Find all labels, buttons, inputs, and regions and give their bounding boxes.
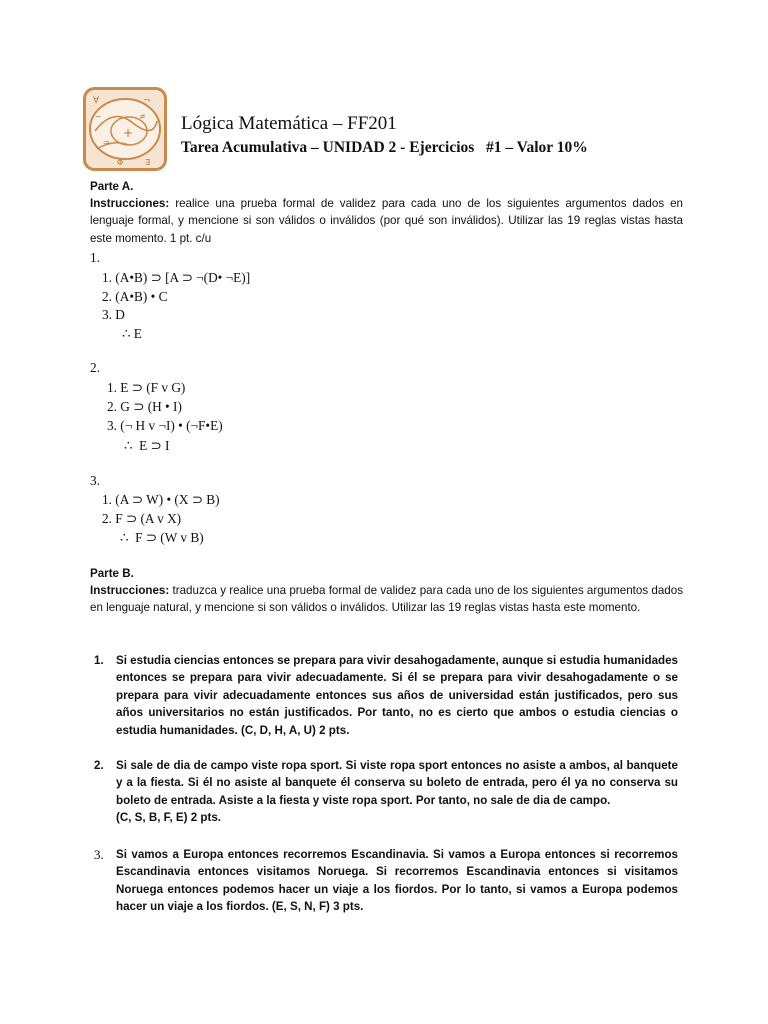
part-a-heading: Parte A. [90, 180, 134, 193]
part-b-instructions-label: Instrucciones: [90, 584, 170, 597]
part-a-instructions [90, 195, 683, 247]
premise: 1. (A ⊃ W) • (X ⊃ B) [102, 492, 220, 507]
part-b-instructions-text: traduzca y realice una prueba formal de validez para cada uno de los siguientes argumentos dados en lenguaje natural, y mencione si son válidos o inválidos. Utilizar las 19 reglas vistas hasta este momento. [90, 584, 683, 615]
part-b-heading: Parte B. [90, 567, 134, 580]
exercise-number: 1. [90, 250, 100, 265]
svg-text:∃: ∃ [145, 158, 151, 167]
part-a-instructions-text: realice una prueba formal de validez para cada uno de los siguientes argumentos dados en lenguaje formal, y mencione si son válidos o inválidos (por qué son inválidos). Utilizar las 19 reglas vistas hasta este momento. 1 pt. c/u [90, 197, 683, 245]
course-logo [83, 87, 167, 171]
document-title: Lógica Matemática – FF201 [181, 113, 397, 134]
svg-text:⇒: ⇒ [103, 138, 110, 147]
premise: 3. D [102, 307, 125, 322]
conclusion: ∴ E [122, 326, 142, 341]
problem-number: 1. [94, 654, 104, 667]
premise: 1. (A•B) ⊃ [A ⊃ ¬(D• ¬E)] [102, 270, 251, 285]
svg-text:+: + [123, 126, 134, 140]
exercise-number: 3. [90, 473, 100, 488]
premise: 2. G ⊃ (H • I) [107, 399, 182, 414]
premise: 1. E ⊃ (F v G) [107, 380, 186, 395]
problem-variables: (C, S, B, F, E) 2 pts. [116, 811, 221, 824]
problem-number: 3. [94, 847, 104, 862]
premise: 3. (¬ H v ¬I) • (¬F•E) [107, 418, 223, 433]
exercise-number: 2. [90, 360, 100, 375]
conclusion: ∴ E ⊃ I [124, 438, 170, 453]
premise: 2. F ⊃ (A v X) [102, 511, 182, 526]
problem-text: Si estudia ciencias entonces se prepara para vivir desahogadamente, aunque si estudia humanidades entonces se prepara para vivir adecuadamente. Si él se prepara para vivir desahogadamente o se prepara para vivir adecuadamente entonces sus años de universidad están justificados, pero sus años universitarios no están justificados. Por tanto, no es cierto que ambos o estudia ciencias o estudia humanidades. (C, D, H, A, U) 2 pts. [116, 654, 678, 737]
document-subtitle: Tarea Acumulativa – UNIDAD 2 - Ejercicios #1 – Valor 10% [181, 139, 588, 156]
part-b-instructions [90, 582, 683, 617]
part-a-instructions-label: Instrucciones: [90, 197, 170, 210]
svg-text:¬: ¬ [143, 96, 151, 106]
problem-text: Si sale de dia de campo viste ropa sport. Si viste ropa sport entonces no asiste a ambos, al banquete y a la fiesta. Si él no asiste al banquete él conserva su boleto de entrada, pero él ya no conserva su boleto de entrada. Asiste a la fiesta y viste ropa sport. Por tanto, no sale de dia de campo. [116, 759, 678, 807]
svg-text:~: ~ [95, 112, 102, 121]
svg-text:≠: ≠ [139, 112, 146, 121]
svg-text:∀: ∀ [93, 96, 100, 106]
premise: 2. (A•B) • C [102, 289, 168, 304]
conclusion: ∴ F ⊃ (W v B) [120, 530, 204, 545]
svg-text:Φ: Φ [117, 158, 124, 167]
problem-number: 2. [94, 759, 104, 772]
problem-text: Si vamos a Europa entonces recorremos Escandinavia. Si vamos a Europa entonces si recorremos Escandinavia entonces visitamos Noruega. Si recorremos Escandinavia entonces si visitamos Noruega entonces podemos hacer un viaje a los fiordos. Por lo tanto, si vamos a Europa podemos hacer un viaje a los fiordos. (E, S, N, F) 3 pts. [116, 848, 678, 914]
